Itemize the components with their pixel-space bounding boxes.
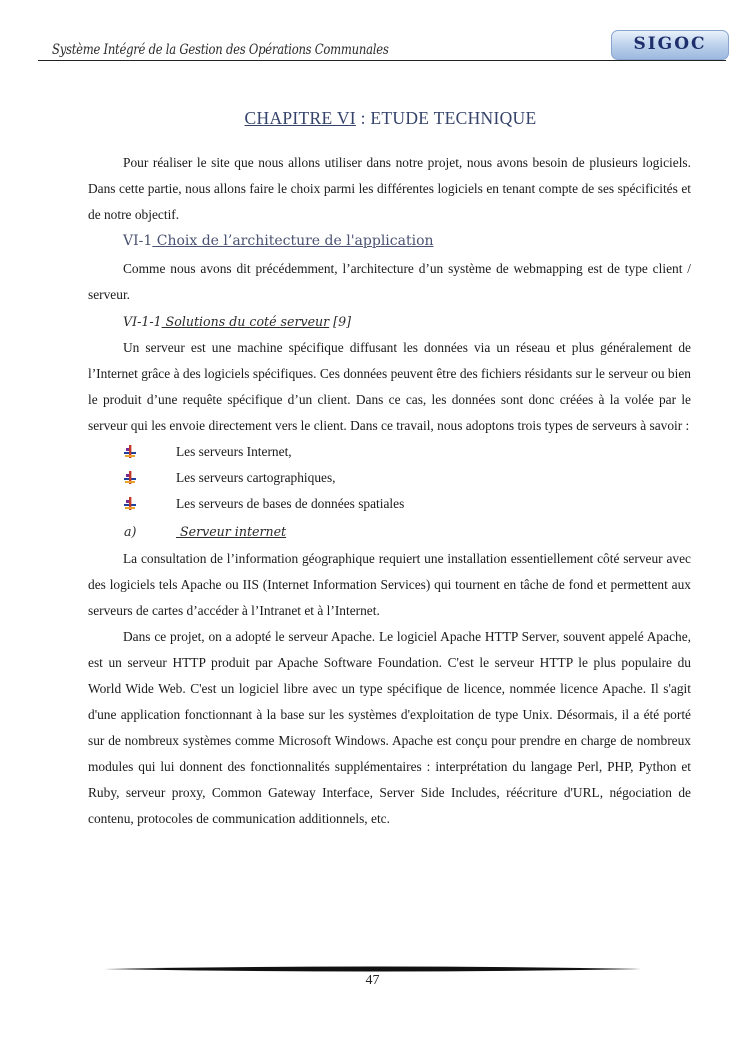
section-heading-vi-1 — [88, 226, 691, 256]
bullet-icon — [124, 497, 136, 510]
footer-rule — [104, 965, 641, 973]
subsection-number: VI-1-1 — [123, 314, 162, 329]
architecture-paragraph: Comme nous avons dit précédemment, l’architecture d’un système de webmapping est de type client / serveur. — [88, 261, 691, 302]
chapter-title — [0, 108, 745, 129]
intro-paragraph: Pour réaliser le site que nous allons utiliser dans notre projet, nous avons besoin de plusieurs logiciels. Dans cette partie, nous allons faire le choix parmi les différentes logiciels en tenant compte de ses spécificités et de notre objectif. — [88, 155, 691, 222]
bullet-icon — [124, 445, 136, 458]
document-body — [88, 150, 691, 832]
list-item — [88, 439, 691, 465]
subsection-reference: [9] — [329, 314, 352, 329]
list-item — [88, 465, 691, 491]
section-number: VI-1 — [123, 233, 153, 249]
apache-paragraph: Dans ce projet, on a adopté le serveur Apache. Le logiciel Apache HTTP Server, souvent appelé Apache, est un serveur HTTP produit par Apache Software Foundation. C'est le serveur HTTP le plus populaire du World Wide Web. C'est un logiciel libre avec un type spécifique de licence, nommée licence Apache. Il s'agit d'une application fonctionnant à la base sur les systèmes d'exploitation de type Unix. Désormais, il a été porté sur de nombreux systèmes comme Microsoft Windows. Apache est conçu pour prendre en charge de nombreux modules qui lui donnent des fonctionnalités supplémentaires : interprétation du langage Perl, PHP, Python et Ruby, serveur proxy, Common Gateway Interface, Server Side Includes, réécriture d'URL, négociation de contenu, protocoles de communication additionnels, etc. — [88, 629, 691, 826]
list-item-text: Les serveurs Internet, — [176, 444, 292, 459]
header-rule — [38, 60, 726, 61]
header-title: Système Intégré de la Gestion des Opérations Communales — [52, 42, 389, 58]
section-title: Choix de l’architecture de l'application — [152, 233, 434, 249]
chapter-number: CHAPITRE VI — [244, 108, 356, 128]
list-item-text: Les serveurs de bases de données spatiales — [176, 496, 405, 511]
subsection-heading-a — [88, 517, 691, 546]
subsection-title: Solutions du coté serveur — [161, 314, 330, 329]
subsection-heading-vi-1-1 — [88, 308, 691, 335]
page-number: 47 — [365, 973, 380, 988]
list-item — [88, 491, 691, 517]
chapter-name: : ETUDE TECHNIQUE — [355, 108, 537, 128]
subsection-title: Serveur internet — [176, 524, 287, 539]
subsection-letter: a) — [124, 524, 137, 539]
sigoc-logo — [611, 30, 729, 60]
server-definition-paragraph: Un serveur est une machine spécifique diffusant les données via un réseau et plus généralement de l’Internet grâce à des logiciels spécifiques. Ces données peuvent être des fichiers résidants sur le serveur ou bien le produit d’une requête spécifique d’un client. Dans ce cas, les données sont donc créées à la volée par le serveur qui les envoie directement vers le client. Dans ce travail, nous adoptons trois types de serveurs à savoir : — [88, 340, 691, 433]
list-item-text: Les serveurs cartographiques, — [176, 470, 336, 485]
logo-text: SIGOC — [633, 34, 707, 54]
bullet-icon — [124, 471, 136, 484]
page-header — [0, 0, 745, 70]
consultation-paragraph: La consultation de l’information géographique requiert une installation essentiellement côté serveur avec des logiciels tels Apache ou IIS (Internet Information Services) qui tournent en tâche de fond et permettent aux serveurs de cartes d’accéder à l’Intranet et à l’Internet. — [88, 551, 691, 618]
server-types-list — [88, 439, 691, 517]
